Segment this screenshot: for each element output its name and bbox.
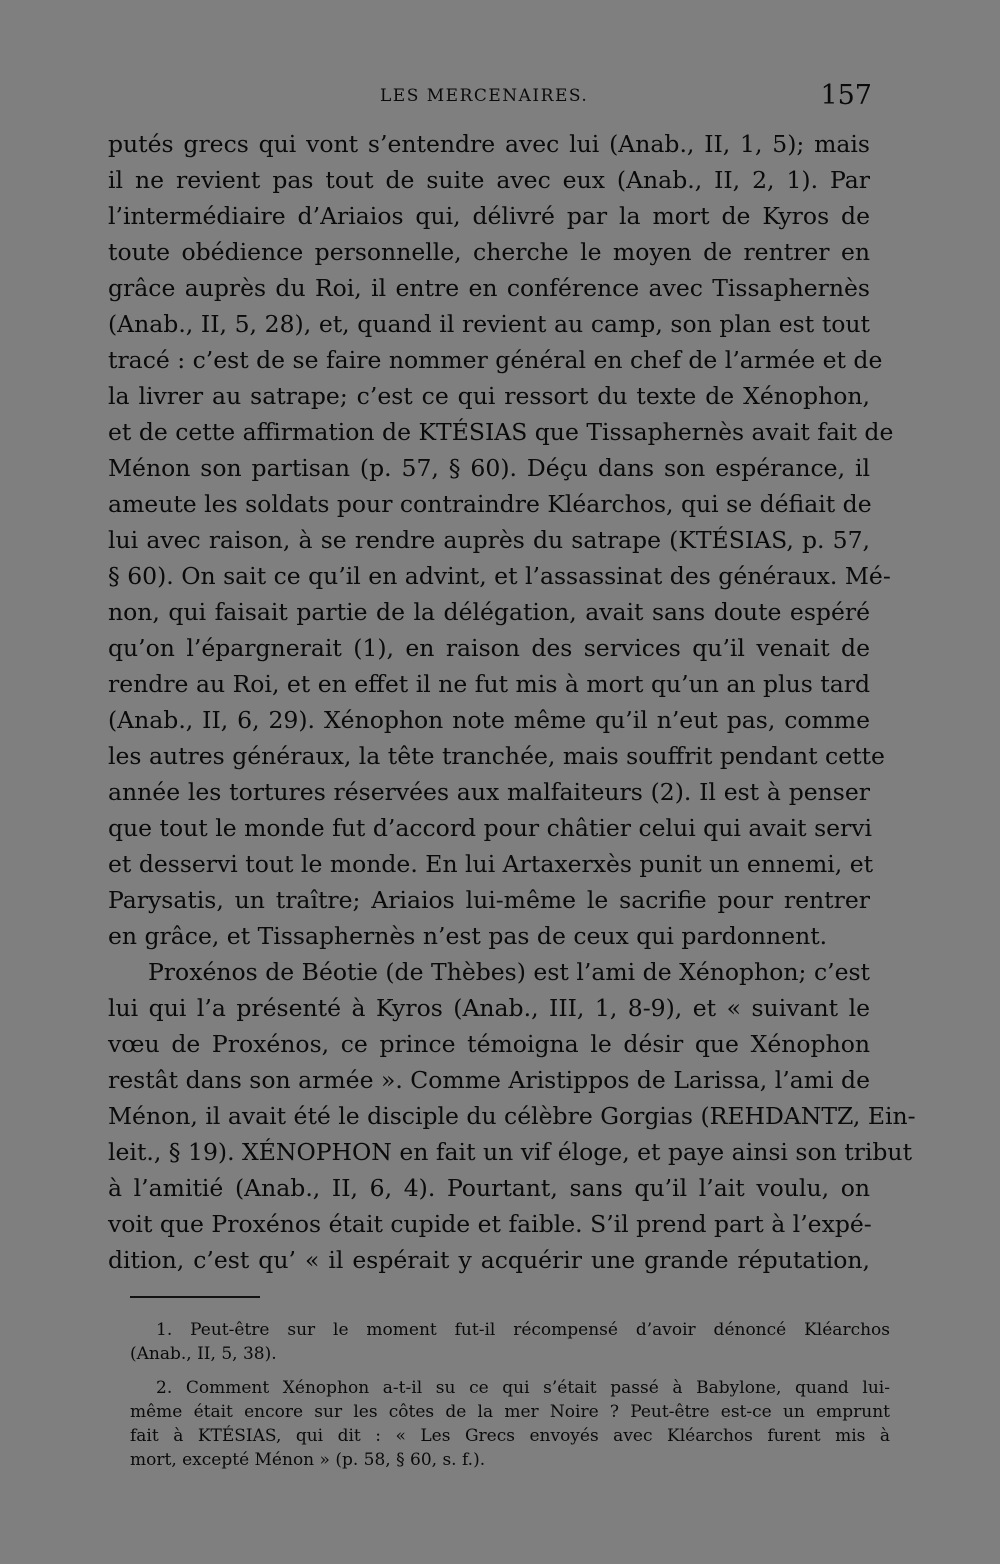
text-line: l’intermédiaire d’Ariaios qui, délivré par la mort de Kyros de: [108, 202, 870, 230]
footnotes: [130, 1318, 890, 1472]
footnote-line: même était encore sur les côtes de la mer Noire ? Peut-être est-ce un emprunt: [130, 1402, 890, 1422]
text-line: il ne revient pas tout de suite avec eux (Anab., II, 2, 1). Par: [108, 166, 870, 194]
text-line: dition, c’est qu’ « il espérait y acquérir une grande réputation,: [108, 1246, 870, 1274]
page-number: 157: [820, 80, 872, 111]
text-line: et de cette affirmation de KTÉSIAS que Tissaphernès avait fait de: [108, 418, 894, 446]
text-line: que tout le monde fut d’accord pour châtier celui qui avait servi: [108, 814, 873, 842]
footnote-spacer: [130, 1366, 890, 1376]
footnote-line: mort, excepté Ménon » (p. 58, § 60, s. f.).: [130, 1450, 486, 1470]
footnote-rule: [130, 1296, 260, 1298]
text-line: putés grecs qui vont s’entendre avec lui (Anab., II, 1, 5); mais: [108, 130, 870, 158]
text-line: vœu de Proxénos, ce prince témoigna le désir que Xénophon: [108, 1030, 870, 1058]
text-line: rendre au Roi, et en effet il ne fut mis à mort qu’un an plus tard: [108, 670, 870, 698]
text-line: lui avec raison, à se rendre auprès du satrape (KTÉSIAS, p. 57,: [108, 526, 870, 554]
text-line: toute obédience personnelle, cherche le moyen de rentrer en: [108, 238, 870, 266]
text-line: année les tortures réservées aux malfaiteurs (2). Il est à penser: [108, 778, 870, 806]
text-line: ameute les soldats pour contraindre Kléarchos, qui se défiait de: [108, 490, 872, 518]
text-line: qu’on l’épargnerait (1), en raison des services qu’il venait de: [108, 634, 870, 662]
text-line: voit que Proxénos était cupide et faible. S’il prend part à l’expé-: [108, 1210, 872, 1238]
body-text: [108, 126, 916, 1278]
text-line: les autres généraux, la tête tranchée, mais souffrit pendant cette: [108, 742, 885, 770]
text-line: (Anab., II, 5, 28), et, quand il revient au camp, son plan est tout: [108, 310, 870, 338]
text-line: Parysatis, un traître; Ariaios lui-même le sacrifie pour rentrer: [108, 886, 870, 914]
text-line: § 60). On sait ce qu’il en advint, et l’assassinat des généraux. Mé-: [108, 562, 891, 590]
text-line: à l’amitié (Anab., II, 6, 4). Pourtant, sans qu’il l’ait voulu, on: [108, 1174, 870, 1202]
text-line: la livrer au satrape; c’est ce qui ressort du texte de Xénophon,: [108, 382, 870, 410]
text-line: (Anab., II, 6, 29). Xénophon note même qu’il n’eut pas, comme: [108, 706, 870, 734]
text-line: Ménon, il avait été le disciple du célèbre Gorgias (REHDANTZ, Ein-: [108, 1102, 916, 1130]
text-line: tracé : c’est de se faire nommer général en chef de l’armée et de: [108, 346, 883, 374]
text-line: leit., § 19). XÉNOPHON en fait un vif éloge, et paye ainsi son tribut: [108, 1138, 913, 1166]
footnote-line: (Anab., II, 5, 38).: [130, 1344, 277, 1364]
footnote-line: fait à KTÉSIAS, qui dit : « Les Grecs envoyés avec Kléarchos furent mis à: [130, 1426, 890, 1446]
text-line: en grâce, et Tissaphernès n’est pas de ceux qui pardonnent.: [108, 922, 828, 950]
footnote-line: 2. Comment Xénophon a-t-il su ce qui s’était passé à Babylone, quand lui-: [156, 1378, 890, 1398]
page-header: [110, 82, 880, 116]
text-line: non, qui faisait partie de la délégation, avait sans doute espéré: [108, 598, 870, 626]
text-line: lui qui l’a présenté à Kyros (Anab., III, 1, 8-9), et « suivant le: [108, 994, 870, 1022]
paragraph-start-line: Proxénos de Béotie (de Thèbes) est l’ami de Xénophon; c’est: [148, 958, 870, 986]
text-line: et desservi tout le monde. En lui Artaxerxès punit un ennemi, et: [108, 850, 874, 878]
running-title: LES MERCENAIRES.: [380, 86, 589, 106]
footnote-line: 1. Peut-être sur le moment fut-il récompensé d’avoir dénoncé Kléarchos: [156, 1320, 890, 1340]
text-line: Ménon son partisan (p. 57, § 60). Déçu dans son espérance, il: [108, 454, 870, 482]
text-line: restât dans son armée ». Comme Aristippos de Larissa, l’ami de: [108, 1066, 870, 1094]
text-line: grâce auprès du Roi, il entre en conférence avec Tissaphernès: [108, 274, 870, 302]
